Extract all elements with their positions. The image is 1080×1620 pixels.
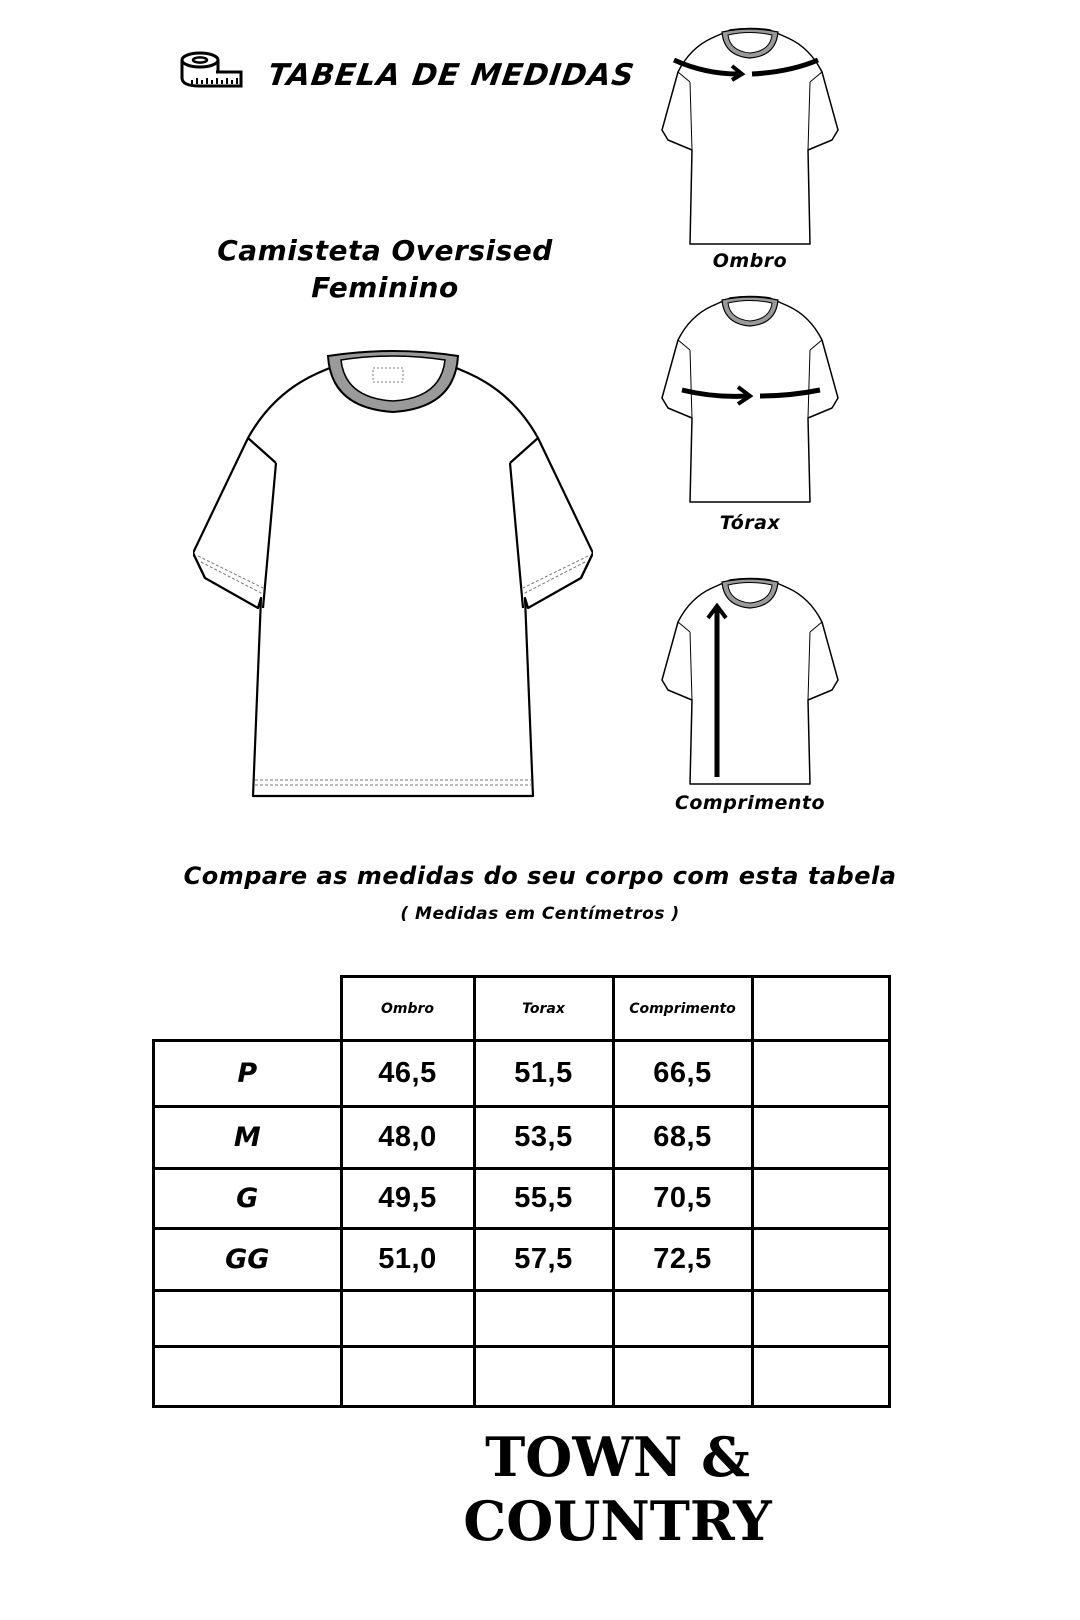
table-cell-comprimento: 66,5 [613,1041,752,1107]
size-label [154,1291,342,1347]
table-cell-extra [752,1347,889,1407]
table-cell-comprimento: 68,5 [613,1107,752,1169]
shirt-shoulder-arrow-icon [660,22,840,247]
table-header-row [154,977,890,1041]
size-table [152,975,891,1408]
shirt-length-arrow-icon [660,572,840,797]
table-cell-ombro: 49,5 [341,1169,474,1229]
table-header-cell: Torax [474,977,613,1041]
table-cell-extra [752,1291,889,1347]
table-cell-torax: 55,5 [474,1169,613,1229]
product-title-line2: Feminino [311,271,459,304]
size-label: P [154,1041,342,1107]
table-cell-torax [474,1291,613,1347]
table-row [154,1041,890,1107]
table-row [154,1169,890,1229]
table-header-cell [752,977,889,1041]
size-label: GG [154,1229,342,1291]
table-cell-torax [474,1347,613,1407]
page-title: TABELA DE MEDIDAS [265,58,637,93]
table-cell-comprimento: 72,5 [613,1229,752,1291]
table-cell-comprimento [613,1291,752,1347]
oversized-tshirt-illustration [193,338,593,803]
compare-instructions: Compare as medidas do seu corpo com esta tabela [183,862,897,890]
table-cell-ombro: 48,0 [341,1107,474,1169]
table-row [154,1291,890,1347]
table-row [154,1107,890,1169]
measuring-tape-icon [178,50,244,94]
table-header-cell: Comprimento [613,977,752,1041]
diagram-label-torax: Tórax [719,512,781,534]
product-title-line1: Camisteta Oversised [217,234,553,267]
table-cell-ombro: 51,0 [341,1229,474,1291]
table-cell-torax: 53,5 [474,1107,613,1169]
diagram-label-ombro: Ombro [712,250,788,272]
table-cell-ombro [341,1347,474,1407]
table-cell-extra [752,1041,889,1107]
table-cell-torax: 57,5 [474,1229,613,1291]
size-label: G [154,1169,342,1229]
table-header-cell: Ombro [341,977,474,1041]
table-cell-comprimento: 70,5 [613,1169,752,1229]
diagram-label-comprimento: Comprimento [674,792,826,814]
size-label: M [154,1107,342,1169]
shirt-chest-arrow-icon [660,290,840,515]
table-cell-torax: 51,5 [474,1041,613,1107]
table-header-cell [154,977,342,1041]
product-title [205,232,565,306]
table-cell-extra [752,1107,889,1169]
table-row [154,1229,890,1291]
table-row [154,1347,890,1407]
units-note: ( Medidas em Centímetros ) [400,904,680,924]
table-cell-ombro: 46,5 [341,1041,474,1107]
table-cell-ombro [341,1291,474,1347]
brand-logo: TOWN & COUNTRY [463,1425,772,1553]
table-cell-extra [752,1229,889,1291]
table-cell-comprimento [613,1347,752,1407]
size-label [154,1347,342,1407]
table-cell-extra [752,1169,889,1229]
